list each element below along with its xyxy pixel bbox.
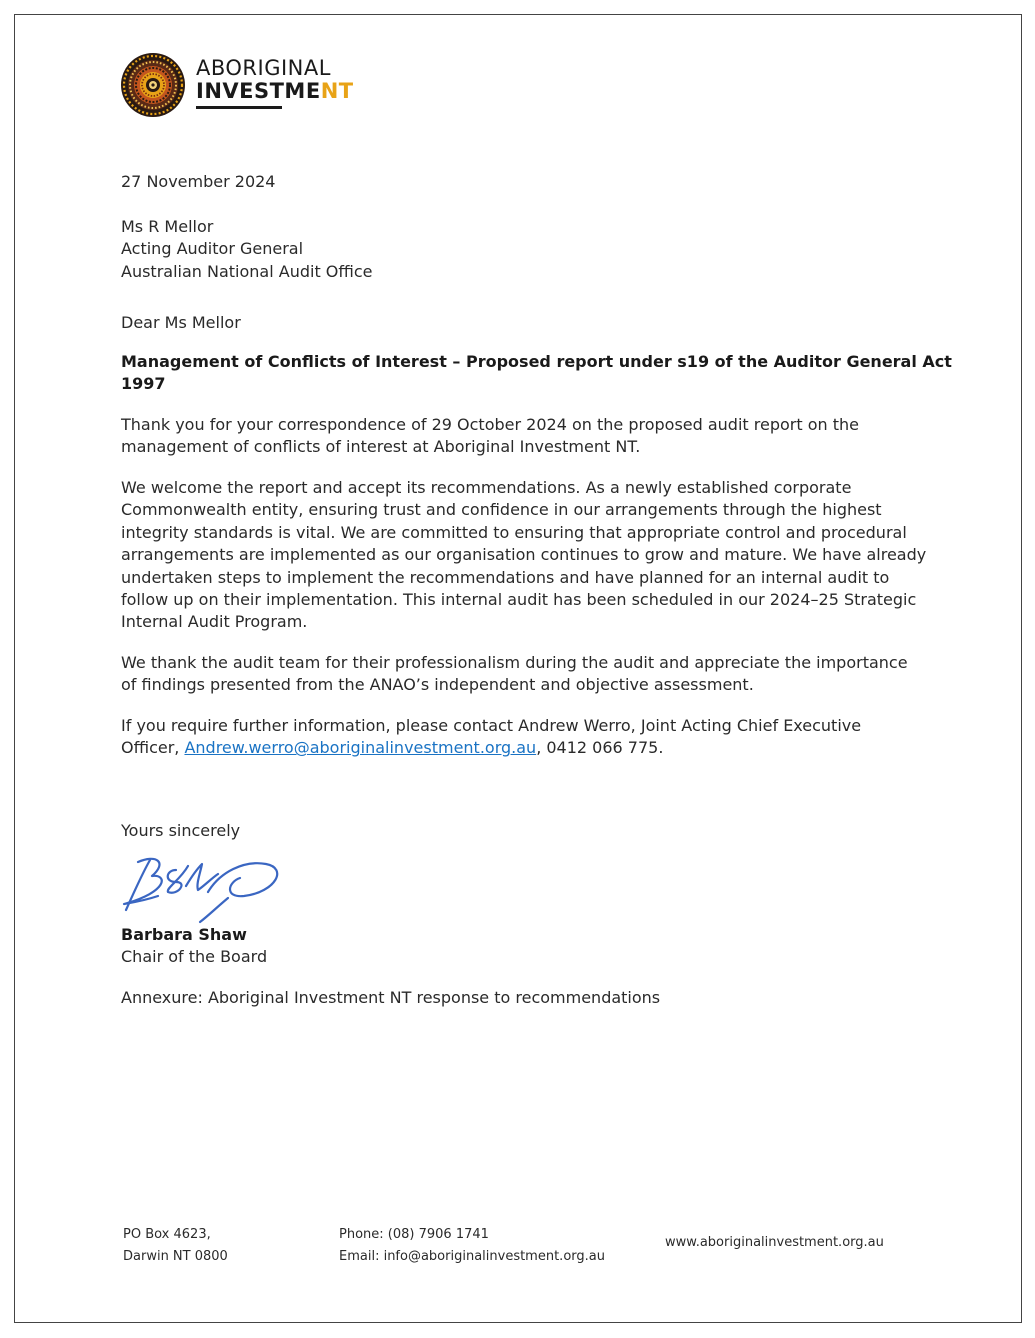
paragraph-line: Thank you for your correspondence of 29 October 2024 on the proposed audit report on the [121,415,859,434]
logo-wordmark-main: INVESTME [196,79,321,103]
paragraph-line: arrangements are implemented as our organisation continues to grow and mature. We have already [121,545,927,565]
footer-email: Email: info@aboriginalinvestment.org.au [339,1249,605,1264]
logo-underline [196,106,282,109]
dot-painting-emblem-icon [120,52,186,118]
footer-address-line: Darwin NT 0800 [123,1249,228,1264]
paragraph-line: If you require further information, please contact Andrew Werro, Joint Acting Chief Executive [121,716,862,735]
paragraph-line: follow up on their implementation. This internal audit has been scheduled in our 2024–25 Strategic [121,590,917,610]
footer-phone: Phone: (08) 7906 1741 [339,1227,489,1242]
contact-email-link[interactable]: Andrew.werro@aboriginalinvestment.org.au [184,738,537,758]
signatory-name: Barbara Shaw [121,925,247,944]
footer-website: www.aboriginalinvestment.org.au [665,1235,884,1250]
closing: Yours sincerely [121,821,241,840]
paragraph-line: management of conflicts of interest at Aboriginal Investment NT. [121,437,641,457]
paragraph-line: We thank the audit team for their professionalism during the audit and appreciate the importance [121,653,908,672]
recipient-title: Acting Auditor General [121,239,304,259]
signatory-title: Chair of the Board [121,947,268,966]
contact-phone: , 0412 066 775. [536,738,664,758]
salutation: Dear Ms Mellor [121,313,241,332]
paragraph-line [121,737,921,759]
recipient-block [121,216,921,283]
footer-address [123,1224,228,1268]
subject-line: 1997 [121,374,166,394]
paragraph-line: integrity standards is vital. We are committed to ensuring that appropriate control and procedural [121,522,907,542]
paragraph-welcome [121,477,927,634]
recipient-organisation: Australian National Audit Office [121,261,373,281]
paragraph-line: undertaken steps to implement the recommendations and have planned for an internal audit to [121,567,890,587]
logo-wordmark-bottom [196,81,354,102]
paragraph-thank-team [121,652,921,697]
handwritten-signature [116,852,296,926]
subject-heading [121,351,952,396]
letter-date: 27 November 2024 [121,172,276,191]
footer-address-line: PO Box 4623, [123,1227,211,1242]
paragraph-line: of findings presented from the ANAO’s independent and objective assessment. [121,675,754,695]
subject-line: Management of Conflicts of Interest – Proposed report under s19 of the Auditor General Act [121,352,952,371]
recipient-name: Ms R Mellor [121,217,214,236]
contact-prefix: Officer, [121,738,185,758]
paragraph-line: We welcome the report and accept its recommendations. As a newly established corporate [121,478,852,497]
paragraph-line: Internal Audit Program. [121,612,308,632]
logo-wordmark-top: ABORIGINAL [196,56,331,80]
organisation-logo [120,52,360,120]
paragraph-thanks [121,414,921,459]
footer-contact [339,1224,605,1268]
paragraph-line: Commonwealth entity, ensuring trust and confidence in our arrangements through the highest [121,500,882,520]
annexure-note: Annexure: Aboriginal Investment NT response to recommendations [121,988,661,1007]
paragraph-contact [121,715,921,760]
logo-wordmark-accent: NT [320,79,354,103]
